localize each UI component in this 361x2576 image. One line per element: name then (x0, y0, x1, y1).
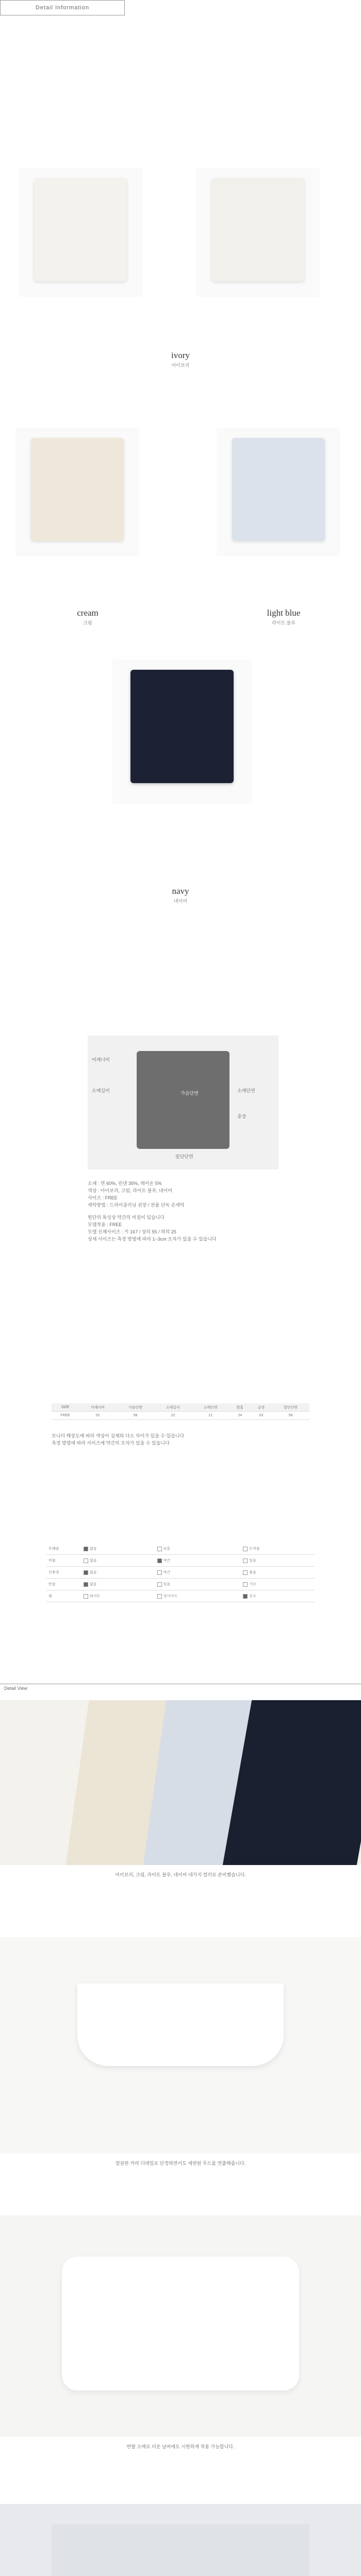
measure-label-length: 총장 (237, 1114, 247, 1119)
size-header-cell: 밑단단면 (272, 1403, 309, 1412)
info-row (46, 1543, 315, 1555)
color-caption-ivory: ivory 아이보리 (171, 350, 190, 368)
caption-sleeve: 반팔 소매로 더운 날씨에도 시원하게 착용 가능합니다. (126, 2444, 235, 2449)
color-caption-cream: cream 크림 (77, 608, 99, 625)
checkbox-icon (84, 1582, 88, 1587)
size-header-cell: 가슴단면 (117, 1403, 154, 1412)
measure-label-sleeve-length: 소매길이 (92, 1088, 110, 1093)
info-option: 루즈 (241, 1590, 315, 1602)
checkbox-icon (157, 1582, 162, 1587)
checkbox-icon (243, 1594, 248, 1599)
desc-line: 사이즈 : FREE (88, 1195, 118, 1200)
info-option: 있음 (241, 1555, 315, 1567)
notice-line: 모니터 해상도에 따라 색상이 실제와 다소 차이가 있을 수 있습니다 (52, 1433, 185, 1438)
detail-view-label: Detail View (4, 1686, 27, 1691)
section-title: Detail Information (0, 0, 125, 15)
info-option: 얇음 (81, 1543, 155, 1555)
measurement-shirt (137, 1051, 229, 1149)
desc-line (88, 1209, 294, 1214)
sleeve-shape (62, 2257, 299, 2391)
size-table-header (52, 1403, 309, 1412)
desc-line: 원단의 특성상 약간의 비침이 있습니다 (88, 1215, 165, 1220)
checkbox-icon (84, 1547, 88, 1551)
checkbox-icon (157, 1547, 162, 1551)
notice-line: 측정 방법에 따라 사이즈에 약간의 오차가 있을 수 있습니다 (52, 1440, 170, 1446)
checkbox-icon (243, 1570, 248, 1575)
back-detail-photo (0, 2504, 361, 2576)
checkbox-icon (84, 1570, 88, 1575)
color-caption-lightblue: light blue 라이트 블루 (267, 608, 301, 625)
product-photo-cream (15, 428, 139, 556)
info-option: 기모 (241, 1579, 315, 1590)
measure-label-chest: 가슴단면 (180, 1091, 199, 1096)
info-option: 약간 (155, 1555, 241, 1567)
desc-line: 모델착용 : FREE (88, 1222, 122, 1227)
color-caption-navy: navy 네이비 (172, 886, 189, 904)
sleeve-closeup-photo (0, 2215, 361, 2437)
checkbox-icon (243, 1558, 248, 1563)
collar-shape (77, 1984, 284, 2066)
info-label: 두께감 (46, 1543, 81, 1555)
shirt-image (232, 438, 325, 541)
caption-fabric: 아이보리, 크림, 라이트 블루, 네이비 네가지 컬러로 준비했습니다. (115, 1872, 246, 1877)
measure-label-hem: 밑단단면 (175, 1154, 193, 1159)
caption-collar: 깔끔한 카라 디테일로 단정하면서도 세련된 무드를 연출해줍니다. (115, 2161, 246, 2166)
info-option: 타이트 (81, 1590, 155, 1602)
info-option: 있음 (155, 1579, 241, 1590)
size-table (52, 1403, 309, 1420)
checkbox-icon (84, 1594, 88, 1599)
info-label: 신축성 (46, 1567, 81, 1579)
collar-closeup-photo (0, 1937, 361, 2154)
desc-line: 모델 신체사이즈 : 키 167 / 상의 55 / 하의 25 (88, 1229, 176, 1234)
size-header-cell: 소매단면 (192, 1403, 229, 1412)
checkbox-icon (157, 1570, 162, 1575)
size-cell: FREE (52, 1412, 79, 1420)
size-cell: 21 (192, 1412, 229, 1420)
size-cell: 58 (117, 1412, 154, 1420)
desc-line: 세탁방법 : 드라이클리닝 권장 / 찬물 단독 손세탁 (88, 1202, 185, 1208)
info-row (46, 1567, 315, 1579)
back-yoke (52, 2524, 309, 2576)
size-cell: 24 (229, 1412, 251, 1420)
info-row (46, 1555, 315, 1567)
desc-line: 색상 : 아이보리, 크림, 라이트 블루, 네이비 (88, 1188, 173, 1193)
shirt-image (211, 178, 304, 281)
checkbox-icon (243, 1582, 248, 1587)
notice-text (52, 1432, 309, 1447)
checkbox-icon (84, 1558, 88, 1563)
shirt-image (34, 178, 127, 281)
size-cell: 58 (272, 1412, 309, 1420)
info-option: 좋음 (241, 1567, 315, 1579)
info-option: 없음 (81, 1567, 155, 1579)
size-cell: 53 (251, 1412, 272, 1420)
desc-line: 상세 사이즈는 측정 방법에 따라 1~3cm 오차가 있을 수 있습니다 (88, 1236, 217, 1242)
product-photo-navy (112, 659, 252, 804)
info-option: 없음 (81, 1579, 155, 1590)
size-header-cell: 암홀 (229, 1403, 251, 1412)
size-header-cell: SIZE (52, 1403, 79, 1412)
size-cell: 22 (154, 1412, 192, 1420)
checkbox-icon (243, 1547, 248, 1551)
info-label: 안감 (46, 1579, 81, 1590)
shirt-image (130, 670, 234, 783)
measurement-diagram (88, 1036, 278, 1170)
fabric-info-table (46, 1543, 315, 1602)
info-row (46, 1579, 315, 1590)
size-table-row (52, 1412, 309, 1420)
size-header-cell: 어깨너비 (79, 1403, 117, 1412)
info-option: 두꺼움 (241, 1543, 315, 1555)
fabric-closeup-photo (0, 1700, 361, 1865)
product-photo-lightblue (217, 428, 340, 556)
shirt-image (31, 438, 124, 541)
product-photo-ivory-back (196, 168, 320, 297)
size-header-cell: 소매길이 (154, 1403, 192, 1412)
info-row (46, 1590, 315, 1602)
info-option: 보통 (155, 1543, 241, 1555)
info-label: 핏 (46, 1590, 81, 1602)
size-header-cell: 총장 (251, 1403, 272, 1412)
info-option: 약간 (155, 1567, 241, 1579)
product-photo-ivory-front (19, 168, 142, 297)
product-description (88, 1180, 294, 1243)
desc-line: 소재 : 면 60%, 린넨 35%, 레이온 5% (88, 1181, 162, 1186)
info-option: 정사이즈 (155, 1590, 241, 1602)
checkbox-icon (157, 1558, 162, 1563)
measure-label-shoulder: 어깨너비 (92, 1057, 110, 1062)
size-cell: 52 (79, 1412, 117, 1420)
checkbox-icon (157, 1594, 162, 1599)
measure-label-sleeve-width: 소매단면 (237, 1088, 255, 1093)
info-label: 비침 (46, 1555, 81, 1567)
info-option: 없음 (81, 1555, 155, 1567)
